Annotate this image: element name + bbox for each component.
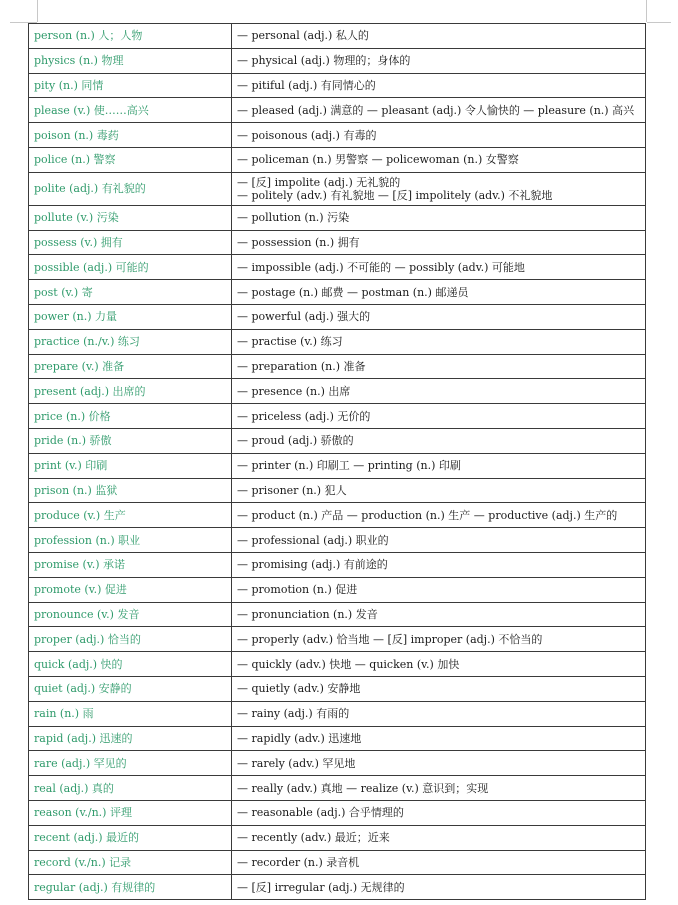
table-row xyxy=(29,652,646,677)
table-row xyxy=(29,478,646,503)
derivatives-cell xyxy=(232,528,646,553)
derivative-line: — really (adv.) 真地 — realize (v.) 意识到；实现 xyxy=(237,781,489,795)
derivative-line: — powerful (adj.) 强大的 xyxy=(237,310,371,324)
headword-cell: poison (n.) 毒药 xyxy=(29,123,232,148)
derivatives-cell xyxy=(232,627,646,652)
derivatives-cell xyxy=(232,652,646,677)
headword-cell: quick (adj.) 快的 xyxy=(29,652,232,677)
vocabulary-table xyxy=(28,23,646,900)
derivative-line: — rapidly (adv.) 迅速地 xyxy=(237,731,362,745)
headword-cell: prepare (v.) 准备 xyxy=(29,354,232,379)
headword-cell: rare (adj.) 罕见的 xyxy=(29,751,232,776)
derivatives-cell xyxy=(232,280,646,305)
table-row xyxy=(29,147,646,172)
table-row xyxy=(29,280,646,305)
derivatives-cell xyxy=(232,875,646,900)
table-row xyxy=(29,875,646,900)
derivative-line: — poisonous (adj.) 有毒的 xyxy=(237,128,377,142)
derivatives-cell xyxy=(232,147,646,172)
derivatives-cell xyxy=(232,48,646,73)
headword-cell: rapid (adj.) 迅速的 xyxy=(29,726,232,751)
table-row xyxy=(29,453,646,478)
crop-mark-top-left-vertical xyxy=(37,0,38,22)
table-row xyxy=(29,205,646,230)
derivative-line: — promotion (n.) 促进 xyxy=(237,583,358,597)
table-row xyxy=(29,48,646,73)
headword-cell: pronounce (v.) 发音 xyxy=(29,602,232,627)
table-row xyxy=(29,602,646,627)
derivative-line: — priceless (adj.) 无价的 xyxy=(237,409,371,423)
derivative-line: — postage (n.) 邮费 — postman (n.) 邮递员 xyxy=(237,285,469,299)
derivatives-cell xyxy=(232,676,646,701)
table-row xyxy=(29,172,646,205)
table-row xyxy=(29,24,646,49)
derivatives-cell xyxy=(232,800,646,825)
derivatives-cell xyxy=(232,478,646,503)
derivatives-cell xyxy=(232,73,646,98)
derivatives-cell xyxy=(232,255,646,280)
derivative-line: — proud (adj.) 骄傲的 xyxy=(237,434,354,448)
table-row xyxy=(29,552,646,577)
table-row xyxy=(29,354,646,379)
headword-cell: prison (n.) 监狱 xyxy=(29,478,232,503)
table-row xyxy=(29,577,646,602)
derivative-line: — policeman (n.) 男警察 — policewoman (n.) 女警察 xyxy=(237,153,519,167)
table-row xyxy=(29,676,646,701)
table-row xyxy=(29,850,646,875)
derivatives-cell xyxy=(232,404,646,429)
derivative-line: — properly (adv.) 恰当地 — [反] improper (adj.) 不恰当的 xyxy=(237,632,543,646)
headword-cell: pollute (v.) 污染 xyxy=(29,205,232,230)
derivatives-cell xyxy=(232,726,646,751)
headword-cell: polite (adj.) 有礼貌的 xyxy=(29,172,232,205)
derivative-line: — rainy (adj.) 有雨的 xyxy=(237,707,350,721)
table-row xyxy=(29,255,646,280)
derivative-line: — prisoner (n.) 犯人 xyxy=(237,483,347,497)
derivative-line: — recently (adv.) 最近；近来 xyxy=(237,831,390,845)
table-row xyxy=(29,800,646,825)
derivatives-cell xyxy=(232,123,646,148)
derivatives-cell xyxy=(232,428,646,453)
derivative-line: — impossible (adj.) 不可能的 — possibly (adv.) 可能地 xyxy=(237,260,525,274)
headword-cell: produce (v.) 生产 xyxy=(29,503,232,528)
derivatives-cell xyxy=(232,98,646,123)
table-row xyxy=(29,528,646,553)
table-row xyxy=(29,751,646,776)
derivative-line: — pitiful (adj.) 有同情心的 xyxy=(237,78,376,92)
table-row xyxy=(29,404,646,429)
crop-mark-top-right-horizontal xyxy=(647,22,671,23)
derivatives-cell xyxy=(232,503,646,528)
headword-cell: print (v.) 印刷 xyxy=(29,453,232,478)
derivatives-cell xyxy=(232,850,646,875)
headword-cell: quiet (adj.) 安静的 xyxy=(29,676,232,701)
derivatives-cell xyxy=(232,602,646,627)
derivative-line: — pollution (n.) 污染 xyxy=(237,211,350,225)
derivatives-cell xyxy=(232,379,646,404)
headword-cell: promote (v.) 促进 xyxy=(29,577,232,602)
headword-cell: regular (adj.) 有规律的 xyxy=(29,875,232,900)
table-row xyxy=(29,230,646,255)
headword-cell: rain (n.) 雨 xyxy=(29,701,232,726)
table-row xyxy=(29,329,646,354)
derivative-line: — product (n.) 产品 — production (n.) 生产 — productive (adj.) 生产的 xyxy=(237,508,618,522)
crop-mark-top-right-vertical xyxy=(646,0,647,22)
derivative-line: — rarely (adv.) 罕见地 xyxy=(237,756,356,770)
headword-cell: real (adj.) 真的 xyxy=(29,776,232,801)
derivative-line: — politely (adv.) 有礼貌地 — [反] impolitely (adv.) 不礼貌地 xyxy=(237,188,553,202)
headword-cell: price (n.) 价格 xyxy=(29,404,232,429)
derivative-line: — personal (adj.) 私人的 xyxy=(237,29,369,43)
derivatives-cell xyxy=(232,701,646,726)
derivative-line: — quietly (adv.) 安静地 xyxy=(237,682,361,696)
headword-cell: practice (n./v.) 练习 xyxy=(29,329,232,354)
headword-cell: possess (v.) 拥有 xyxy=(29,230,232,255)
derivatives-cell xyxy=(232,453,646,478)
table-row xyxy=(29,776,646,801)
derivative-line: — promising (adj.) 有前途的 xyxy=(237,558,388,572)
derivatives-cell xyxy=(232,577,646,602)
headword-cell: recent (adj.) 最近的 xyxy=(29,825,232,850)
table-row xyxy=(29,701,646,726)
derivatives-cell xyxy=(232,354,646,379)
headword-cell: pride (n.) 骄傲 xyxy=(29,428,232,453)
headword-cell: proper (adj.) 恰当的 xyxy=(29,627,232,652)
derivative-line: — [反] irregular (adj.) 无规律的 xyxy=(237,880,405,894)
derivative-line: — pleased (adj.) 满意的 — pleasant (adj.) 令人愉快的 — pleasure (n.) 高兴 xyxy=(237,103,635,117)
derivatives-cell xyxy=(232,776,646,801)
derivative-line: — [反] impolite (adj.) 无礼貌的 xyxy=(237,175,401,189)
derivatives-cell xyxy=(232,329,646,354)
table-row xyxy=(29,304,646,329)
derivative-line: — printer (n.) 印刷工 — printing (n.) 印刷 xyxy=(237,459,461,473)
headword-cell: person (n.) 人；人物 xyxy=(29,24,232,49)
derivatives-cell xyxy=(232,24,646,49)
derivatives-cell xyxy=(232,230,646,255)
derivatives-cell xyxy=(232,825,646,850)
table-row xyxy=(29,379,646,404)
derivatives-cell xyxy=(232,552,646,577)
table-row xyxy=(29,825,646,850)
headword-cell: reason (v./n.) 评理 xyxy=(29,800,232,825)
derivative-line: — presence (n.) 出席 xyxy=(237,384,351,398)
derivative-line: — professional (adj.) 职业的 xyxy=(237,533,389,547)
derivative-line: — possession (n.) 拥有 xyxy=(237,235,360,249)
table-row xyxy=(29,726,646,751)
table-row xyxy=(29,98,646,123)
headword-cell: profession (n.) 职业 xyxy=(29,528,232,553)
table-row xyxy=(29,627,646,652)
table-row xyxy=(29,73,646,98)
table-row xyxy=(29,428,646,453)
headword-cell: please (v.) 使……高兴 xyxy=(29,98,232,123)
derivative-line: — physical (adj.) 物理的；身体的 xyxy=(237,54,411,68)
derivatives-cell xyxy=(232,751,646,776)
derivative-line: — quickly (adv.) 快地 — quicken (v.) 加快 xyxy=(237,657,460,671)
derivatives-cell xyxy=(232,205,646,230)
headword-cell: record (v./n.) 记录 xyxy=(29,850,232,875)
headword-cell: police (n.) 警察 xyxy=(29,147,232,172)
headword-cell: possible (adj.) 可能的 xyxy=(29,255,232,280)
table-row xyxy=(29,123,646,148)
headword-cell: power (n.) 力量 xyxy=(29,304,232,329)
headword-cell: promise (v.) 承诺 xyxy=(29,552,232,577)
derivative-line: — recorder (n.) 录音机 xyxy=(237,855,360,869)
derivatives-cell xyxy=(232,304,646,329)
derivative-line: — preparation (n.) 准备 xyxy=(237,359,366,373)
headword-cell: present (adj.) 出席的 xyxy=(29,379,232,404)
derivative-line: — pronunciation (n.) 发音 xyxy=(237,607,378,621)
headword-cell: pity (n.) 同情 xyxy=(29,73,232,98)
derivatives-cell xyxy=(232,172,646,205)
headword-cell: post (v.) 寄 xyxy=(29,280,232,305)
derivative-line: — practise (v.) 练习 xyxy=(237,335,343,349)
derivative-line: — reasonable (adj.) 合乎情理的 xyxy=(237,806,404,820)
headword-cell: physics (n.) 物理 xyxy=(29,48,232,73)
table-row xyxy=(29,503,646,528)
